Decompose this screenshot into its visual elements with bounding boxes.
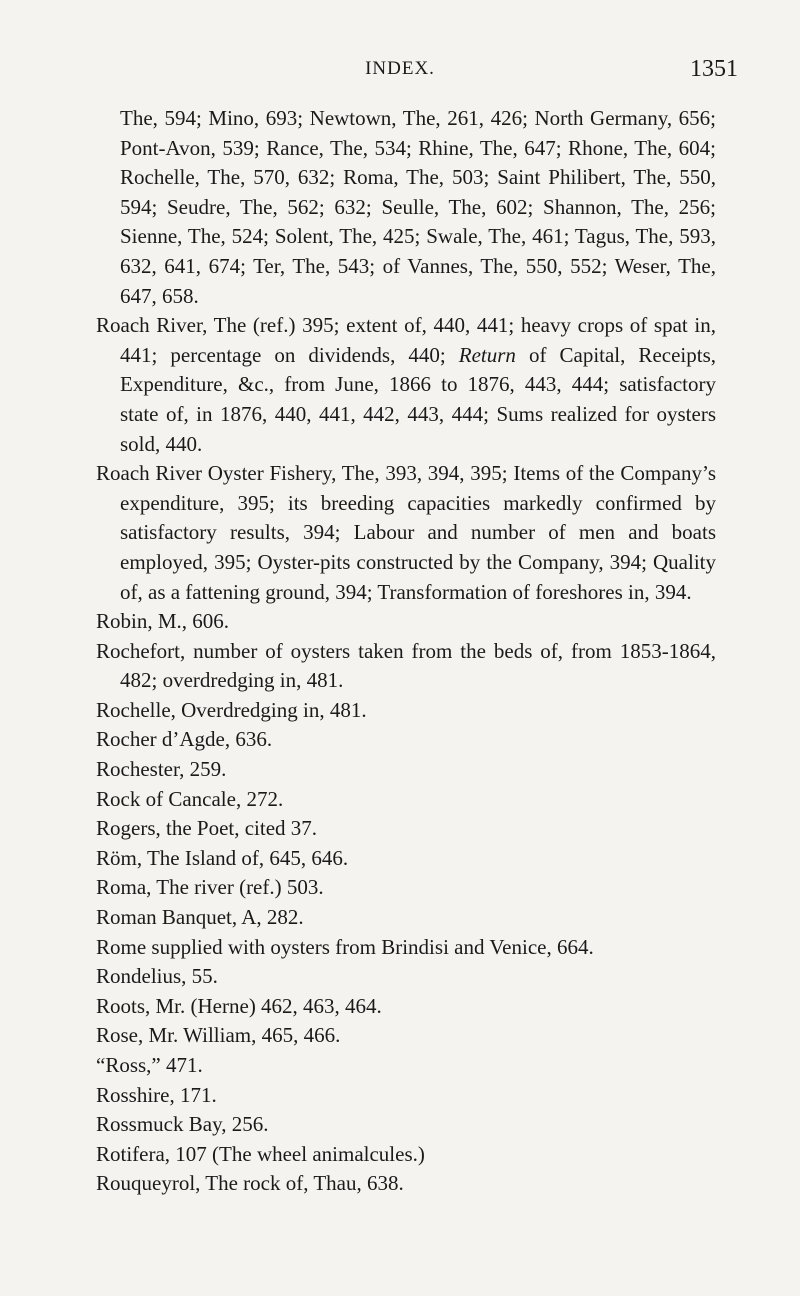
index-entry-roma: Roma, The river (ref.) 503.: [96, 875, 324, 900]
index-entry-rose: Rose, Mr. William, 465, 466.: [96, 1023, 341, 1048]
index-entry-rondelius: Rondelius, 55.: [96, 964, 218, 989]
index-entry-rogers: Rogers, the Poet, cited 37.: [96, 816, 318, 841]
page-header: [0, 58, 800, 88]
index-entry-rocher-dagde: Rocher d’Agde, 636.: [96, 727, 273, 752]
entry-text: of Capital, Receipts, Expenditure, &c., from June, 1866 to 1876, 443, 444; satisfactory state of, in 1876, 440, 441, 442, 443, 444; Sums realized for oysters sold, 440.: [120, 342, 716, 456]
index-entry-rouqueyrol: Rouqueyrol, The rock of, Thau, 638.: [96, 1171, 404, 1196]
index-entry-rosshire: Rosshire, 171.: [96, 1082, 217, 1107]
entry-text: Roach River, The (ref.) 395; extent of, 440, 441; heavy crops of spat in, 441; percentage on dividends, 440;: [96, 313, 716, 367]
index-body: [96, 104, 716, 1199]
index-entry-rome: Rome supplied with oysters from Brindisi and Venice, 664.: [96, 934, 594, 959]
index-entry-rochelle: Rochelle, Overdredging in, 481.: [96, 697, 367, 722]
entry-italic: Return: [458, 342, 516, 367]
index-entry-continuation: The, 594; Mino, 693; Newtown, The, 261, 426; North Germany, 656; Pont-Avon, 539; Rance, The, 534; Rhine, The, 647; Rhone, The, 604; Rochelle, The, 570, 632; Roma, The, 503; Saint Philibert, The, 550, 594; Seudre, The, 562; 632; Seulle, The, 602; Shannon, The, 256; Sienne, The, 524; Solent, The, 425; Swale, The, 461; Tagus, The, 593, 632, 641, 674; Ter, The, 543; of Vannes, The, 550, 552; Weser, The, 647, 658.: [120, 106, 716, 308]
index-entry-rock-of-cancale: Rock of Cancale, 272.: [96, 786, 284, 811]
index-entry-rochefort: Rochefort, number of oysters taken from the beds of, from 1853-1864, 482; overdredging in, 481.: [96, 638, 716, 693]
index-entry-rom: Röm, The Island of, 645, 646.: [96, 845, 349, 870]
index-entry-roots: Roots, Mr. (Herne) 462, 463, 464.: [96, 993, 382, 1018]
index-entry-ross: “Ross,” 471.: [96, 1053, 203, 1077]
index-entry-robin: Robin, M., 606.: [96, 609, 230, 634]
page-number: 1351: [690, 56, 738, 82]
index-entry-roman-banquet: Roman Banquet, A, 282.: [96, 905, 304, 930]
index-entry-rotifera: Rotifera, 107 (The wheel animalcules.): [96, 1141, 425, 1166]
index-entry-roach-river: [96, 311, 716, 459]
index-entry-rochester: Rochester, 259.: [96, 757, 227, 782]
index-entry-rossmuck-bay: Rossmuck Bay, 256.: [96, 1112, 269, 1137]
index-entry-roach-river-fishery: Roach River Oyster Fishery, The, 393, 394, 395; Items of the Company’s expenditure, 395; its breeding capacities markedly confirmed by satisfactory results, 394; Labour and number of men and boats employed, 395; Oyster-pits constructed by the Company, 394; Quality of, as a fattening ground, 394; Transformation of foreshores in, 394.: [96, 461, 716, 604]
running-title: INDEX.: [365, 58, 435, 79]
